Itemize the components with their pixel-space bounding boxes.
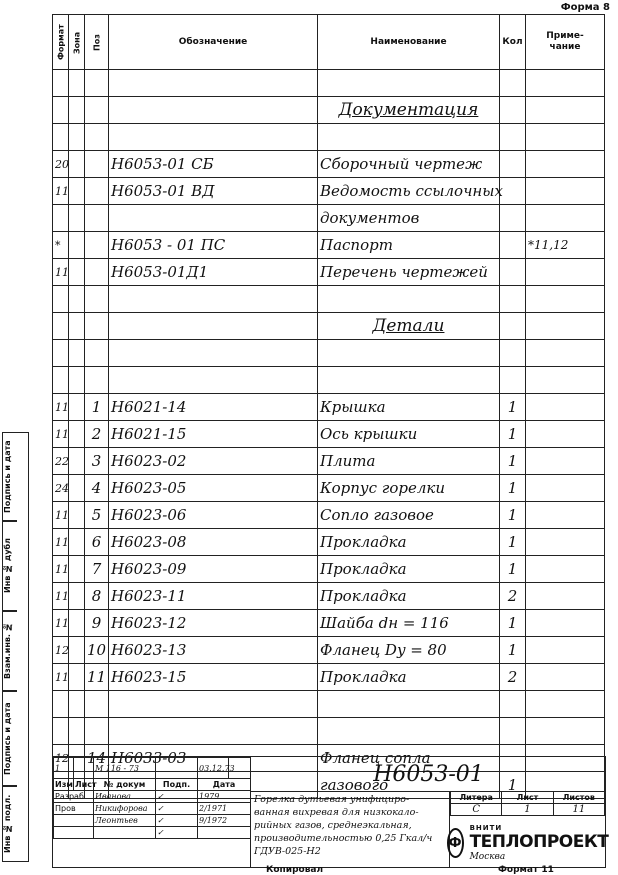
row-zone <box>69 421 85 448</box>
side-label-sign-date-2: Подпись и дата <box>2 690 17 787</box>
row-designation: Н6023-08 <box>109 529 318 556</box>
row-position <box>85 205 109 232</box>
row-designation: Н6033-03 <box>109 745 318 772</box>
sheet-value: 1 <box>502 804 553 816</box>
row-position: 7 <box>85 556 109 583</box>
table-row <box>53 610 605 637</box>
row-quantity: 1 <box>500 475 526 502</box>
row-position: 4 <box>85 475 109 502</box>
table-row <box>53 70 605 97</box>
row-note <box>526 529 605 556</box>
table-row <box>53 556 605 583</box>
sheets-value: 11 <box>553 804 604 816</box>
document-code: Н6053-01 <box>250 757 606 792</box>
row-format: 20 <box>53 151 69 178</box>
row-designation: Н6023-06 <box>109 502 318 529</box>
format-label: Формат 11 <box>498 865 554 875</box>
row-format: 11 <box>53 421 69 448</box>
row-quantity <box>500 151 526 178</box>
row-zone <box>69 232 85 259</box>
table-row <box>53 259 605 286</box>
row-quantity: 1 <box>500 394 526 421</box>
section-heading: Документация <box>318 97 500 124</box>
row-zone <box>69 502 85 529</box>
row-zone <box>69 583 85 610</box>
table-row <box>53 637 605 664</box>
col-zone: Зона <box>69 15 85 70</box>
row-name: Прокладка <box>318 664 500 691</box>
side-label-inv-podl: Инв № подл. <box>2 785 17 862</box>
hdr-doc: № докум <box>94 779 156 791</box>
row-note <box>526 259 605 286</box>
row-designation: Н6021-15 <box>109 421 318 448</box>
role-prov: Пров <box>54 803 94 815</box>
row-note <box>526 205 605 232</box>
row-note <box>526 394 605 421</box>
row-note <box>526 448 605 475</box>
specification-table <box>52 14 605 799</box>
row-name: Прокладка <box>318 556 500 583</box>
row-position <box>85 232 109 259</box>
row-name: Перечень чертежей <box>318 259 500 286</box>
row-note <box>526 664 605 691</box>
copied-by-label: Копировал <box>266 865 324 875</box>
row-format: 11 <box>53 556 69 583</box>
table-row <box>53 718 605 745</box>
row-position <box>85 259 109 286</box>
row-position: 6 <box>85 529 109 556</box>
row-position: 14 <box>85 745 109 772</box>
row-designation: Н6021-14 <box>109 394 318 421</box>
row-zone <box>69 259 85 286</box>
row-note <box>526 151 605 178</box>
revision-table: 1 М 116 - 73 03.12.73 Изм Лист № докум Подп. Дата Разраб Иванова ✓ 1979 Пров Никифорова ✓ 2/1971 Леонтьев ✓ 9/1972 ✓ <box>53 757 250 867</box>
row-position <box>85 178 109 205</box>
table-row <box>53 97 605 124</box>
table-row <box>53 178 605 205</box>
row-designation: Н6053 - 01 ПС <box>109 232 318 259</box>
row-position: 8 <box>85 583 109 610</box>
row-name: Фланец Dy = 80 <box>318 637 500 664</box>
col-designation: Обозначение <box>109 15 318 70</box>
product-description: Горелка дутьевая унифициро- ванная вихревая для низкокало- рийных газов, среднеэкальная, производительностью 0,25 Гкал/ч ГДУВ-025-Н2 <box>250 791 450 867</box>
table-row <box>53 124 605 151</box>
table-row <box>53 340 605 367</box>
litera-value: С <box>451 804 502 816</box>
hdr-sign: Подп. <box>156 779 198 791</box>
row-designation: Н6023-02 <box>109 448 318 475</box>
table-row <box>53 502 605 529</box>
col-name: Наименование <box>318 15 500 70</box>
row-zone <box>69 529 85 556</box>
row-quantity: 1 <box>500 556 526 583</box>
row-note <box>526 637 605 664</box>
row-quantity <box>500 178 526 205</box>
table-row <box>53 664 605 691</box>
side-label-vzam-inv: Взам.инв. № <box>2 610 17 692</box>
row-format: 11 <box>53 583 69 610</box>
table-row <box>53 313 605 340</box>
row-quantity: 1 <box>500 772 526 799</box>
row-format: 11 <box>53 529 69 556</box>
hdr-sheet: Лист <box>502 792 553 804</box>
date-3: 9/1972 <box>198 815 251 827</box>
row-designation: Н6023-15 <box>109 664 318 691</box>
col-format: Формат <box>53 15 69 70</box>
row-zone <box>69 448 85 475</box>
table-row <box>53 529 605 556</box>
row-format: * <box>53 232 69 259</box>
row-note <box>526 421 605 448</box>
table-row <box>53 232 605 259</box>
row-name: Плита <box>318 448 500 475</box>
row-position: 5 <box>85 502 109 529</box>
row-designation: Н6053-01Д1 <box>109 259 318 286</box>
row-position: 2 <box>85 421 109 448</box>
row-format: 11 <box>53 664 69 691</box>
row-format: 12 <box>53 745 69 772</box>
row-format: 11 <box>53 610 69 637</box>
hdr-izm: Изм <box>55 780 73 789</box>
row-quantity: 1 <box>500 502 526 529</box>
row-position: 9 <box>85 610 109 637</box>
row-quantity: 2 <box>500 583 526 610</box>
row-designation: Н6023-09 <box>109 556 318 583</box>
row-designation <box>109 205 318 232</box>
side-label-sign-date: Подпись и дата <box>2 432 17 522</box>
row-quantity: 1 <box>500 610 526 637</box>
row-note <box>526 502 605 529</box>
row-position: 10 <box>85 637 109 664</box>
row-name: газового <box>318 772 500 799</box>
role-razrab: Разраб <box>54 791 94 803</box>
litera-table <box>450 791 605 816</box>
row-note <box>526 475 605 502</box>
table-row <box>53 448 605 475</box>
row-position: 1 <box>85 394 109 421</box>
row-format: 11 <box>53 502 69 529</box>
row-zone <box>69 475 85 502</box>
row-quantity: 1 <box>500 448 526 475</box>
hdr-date: Дата <box>198 779 251 791</box>
row-note: *11,12 <box>526 232 605 259</box>
date-prov: 2/1971 <box>198 803 251 815</box>
teploproekt-logo-icon: Ф <box>447 828 464 858</box>
row-name: документов <box>318 205 500 232</box>
row-zone <box>69 178 85 205</box>
row-zone <box>69 205 85 232</box>
table-row <box>53 475 605 502</box>
row-position: 11 <box>85 664 109 691</box>
change-doc: М 116 - 73 <box>94 758 156 779</box>
row-name: Фланец сопла <box>318 745 500 772</box>
table-row <box>53 691 605 718</box>
row-name: Шайба dн = 116 <box>318 610 500 637</box>
row-zone <box>69 610 85 637</box>
col-qty: Кол <box>500 15 526 70</box>
col-pos: Поз <box>85 15 109 70</box>
col-note: Приме- чание <box>526 15 605 70</box>
row-format: 22 <box>53 448 69 475</box>
side-strip <box>16 432 29 862</box>
row-designation: Н6023-05 <box>109 475 318 502</box>
row-note <box>526 583 605 610</box>
row-note <box>526 610 605 637</box>
row-quantity: 1 <box>500 421 526 448</box>
row-format: 11 <box>53 178 69 205</box>
form-label: Форма 8 <box>560 2 610 13</box>
section-heading: Детали <box>318 313 500 340</box>
person-3: Леонтьев <box>94 815 156 827</box>
date-razrab: 1979 <box>198 791 251 803</box>
row-quantity <box>500 232 526 259</box>
hdr-sheets: Листов <box>553 792 604 804</box>
table-row <box>53 583 605 610</box>
row-zone <box>69 556 85 583</box>
org-top: ВНИТИ <box>469 824 503 832</box>
table-row <box>53 421 605 448</box>
row-format: 11 <box>53 259 69 286</box>
row-name: Прокладка <box>318 529 500 556</box>
row-quantity: 1 <box>500 529 526 556</box>
row-name: Сопло газовое <box>318 502 500 529</box>
table-row <box>53 151 605 178</box>
row-name: Крышка <box>318 394 500 421</box>
row-name: Сборочный чертеж <box>318 151 500 178</box>
row-quantity: 2 <box>500 664 526 691</box>
header-row <box>53 15 605 70</box>
change-izm: 1 <box>54 758 74 779</box>
row-zone <box>69 664 85 691</box>
hdr-list: Лист <box>75 780 97 789</box>
row-format: 12 <box>53 637 69 664</box>
organization-block <box>448 819 609 867</box>
row-quantity <box>500 205 526 232</box>
row-designation: Н6023-12 <box>109 610 318 637</box>
hdr-litera: Литера <box>451 792 502 804</box>
row-name: Прокладка <box>318 583 500 610</box>
row-note <box>526 178 605 205</box>
row-designation: Н6023-11 <box>109 583 318 610</box>
change-date: 03.12.73 <box>198 758 229 779</box>
row-zone <box>69 637 85 664</box>
row-zone <box>69 151 85 178</box>
person-razrab: Иванова <box>94 791 156 803</box>
table-row <box>53 205 605 232</box>
row-name: Паспорт <box>318 232 500 259</box>
row-note <box>526 556 605 583</box>
row-format: 24 <box>53 475 69 502</box>
row-name: Корпус горелки <box>318 475 500 502</box>
row-designation: Н6023-13 <box>109 637 318 664</box>
row-name: Ось крышки <box>318 421 500 448</box>
row-designation: Н6053-01 ВД <box>109 178 318 205</box>
row-name: Ведомость ссылочных <box>318 178 500 205</box>
row-quantity: 1 <box>500 637 526 664</box>
table-row <box>53 367 605 394</box>
row-format: 11 <box>53 394 69 421</box>
row-position <box>85 151 109 178</box>
person-prov: Никифорова <box>94 803 156 815</box>
side-label-inv-dubl: Инв № дубл <box>2 520 17 612</box>
row-position: 3 <box>85 448 109 475</box>
title-block <box>52 756 609 868</box>
row-quantity <box>500 259 526 286</box>
table-row <box>53 286 605 313</box>
table-row <box>53 394 605 421</box>
row-zone <box>69 394 85 421</box>
org-name: ТЕПЛОПРОЕКТ <box>469 832 609 852</box>
row-format <box>53 205 69 232</box>
org-city: Москва <box>469 852 506 862</box>
row-designation: Н6053-01 СБ <box>109 151 318 178</box>
